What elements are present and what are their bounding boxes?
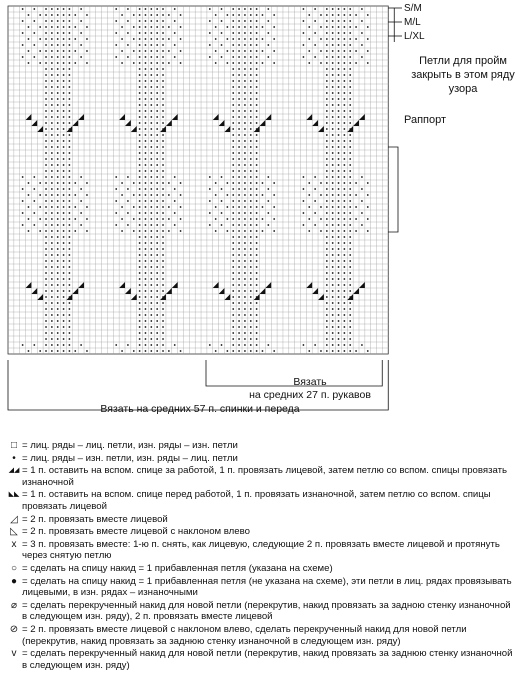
empty-square-icon: □ — [10, 440, 18, 451]
legend-row — [6, 624, 516, 647]
legend-row — [6, 648, 516, 671]
legend-row — [6, 489, 516, 512]
legend-text: = 1 п. оставить на вспом. спице перед работой, 1 п. провязать изнаночной, затем петлю со вспом. спицы провязать лицевой — [22, 489, 491, 512]
ssk-icon: ◺ — [10, 526, 18, 538]
legend-row — [6, 563, 516, 575]
yarn-over-icon: ○ — [10, 562, 18, 574]
legend-row — [6, 453, 516, 465]
legend-text: = 1 п. оставить на вспом. спице за работой, 1 п. провязать лицевой, затем петлю со вспом. спицы провязать изнаночной — [22, 465, 507, 488]
legend-text: = 2 п. провязать вместе лицевой с наклоном влево — [22, 526, 250, 538]
armhole-note: Петли для пройм закрыть в этом ряду узора — [411, 55, 515, 95]
filled-circle-icon: ● — [10, 575, 18, 587]
legend-text: = 3 п. провязать вместе: 1-ю п. снять, как лицевую, следующие 2 п. провязать вместе лицевой и протянуть через снятую петлю — [22, 538, 500, 562]
size-label-sm: S/M — [404, 3, 422, 14]
slashed-circle-icon: ⌀ — [10, 599, 18, 611]
legend-text: = сделать на спицу накид = 1 прибавленная петля (указана на схеме) — [22, 562, 333, 574]
cable-right-icon: ◢◢ — [8, 467, 20, 475]
sleeve-label-line1: Вязать — [293, 376, 327, 388]
legend-text: = сделать перекрученный накид для новой петли (перекрутив, накид провязать за заднюю стенку изнаночной в следующем изн. ряду) — [22, 648, 513, 671]
v-icon: v — [11, 648, 17, 660]
dot-icon: • — [12, 452, 16, 464]
size-label-lxl: L/XL — [404, 31, 425, 42]
slashed-circle-left-icon: ⊘ — [9, 623, 19, 635]
legend-row — [6, 514, 516, 526]
legend-text: = лиц. ряды – изн. петли, изн. ряды – лиц. петли — [22, 452, 238, 464]
legend-row — [6, 539, 516, 562]
legend-row — [6, 440, 516, 452]
legend-text: = сделать на спицу накид = 1 прибавленная петля (не указана на схеме), эти петли в лиц. рядах провязывать лицевыми, в изн. рядах – изнаночными — [22, 575, 512, 599]
sleeve-label-line2: на средних 27 п. рукавов — [249, 389, 371, 401]
legend-text: = 2 п. провязать вместе лицевой с наклоном влево, сделать перекрученный накид для новой петли (перекрутив, накид провязать за заднюю стенку изнаночной в следующем изн. ряду) — [22, 623, 467, 647]
legend-row — [6, 576, 516, 599]
legend-row — [6, 465, 516, 488]
cross-icon: x — [11, 538, 17, 550]
k2tog-icon: ◿ — [10, 513, 18, 525]
legend-text: = 2 п. провязать вместе лицевой — [22, 513, 168, 525]
size-label-ml: M/L — [404, 17, 421, 28]
cable-left-icon: ◣◣ — [8, 491, 20, 499]
legend-text: = лиц. ряды – лиц. петли, изн. ряды – изн. петли — [22, 440, 238, 451]
sleeve-label — [220, 376, 400, 402]
repeat-bracket — [388, 147, 398, 232]
legend — [6, 440, 516, 672]
body-label: Вязать на средних 57 п. спинки и переда — [100, 403, 300, 415]
legend-row — [6, 600, 516, 623]
repeat-label: Раппорт — [404, 114, 447, 126]
legend-row — [6, 526, 516, 538]
legend-text: = сделать перекрученный накид для новой петли (перекрутив, накид провязать за задною стенку изнаночной в следующем изн. ряду), 2 п. провязать вместе лицевой — [22, 599, 511, 623]
